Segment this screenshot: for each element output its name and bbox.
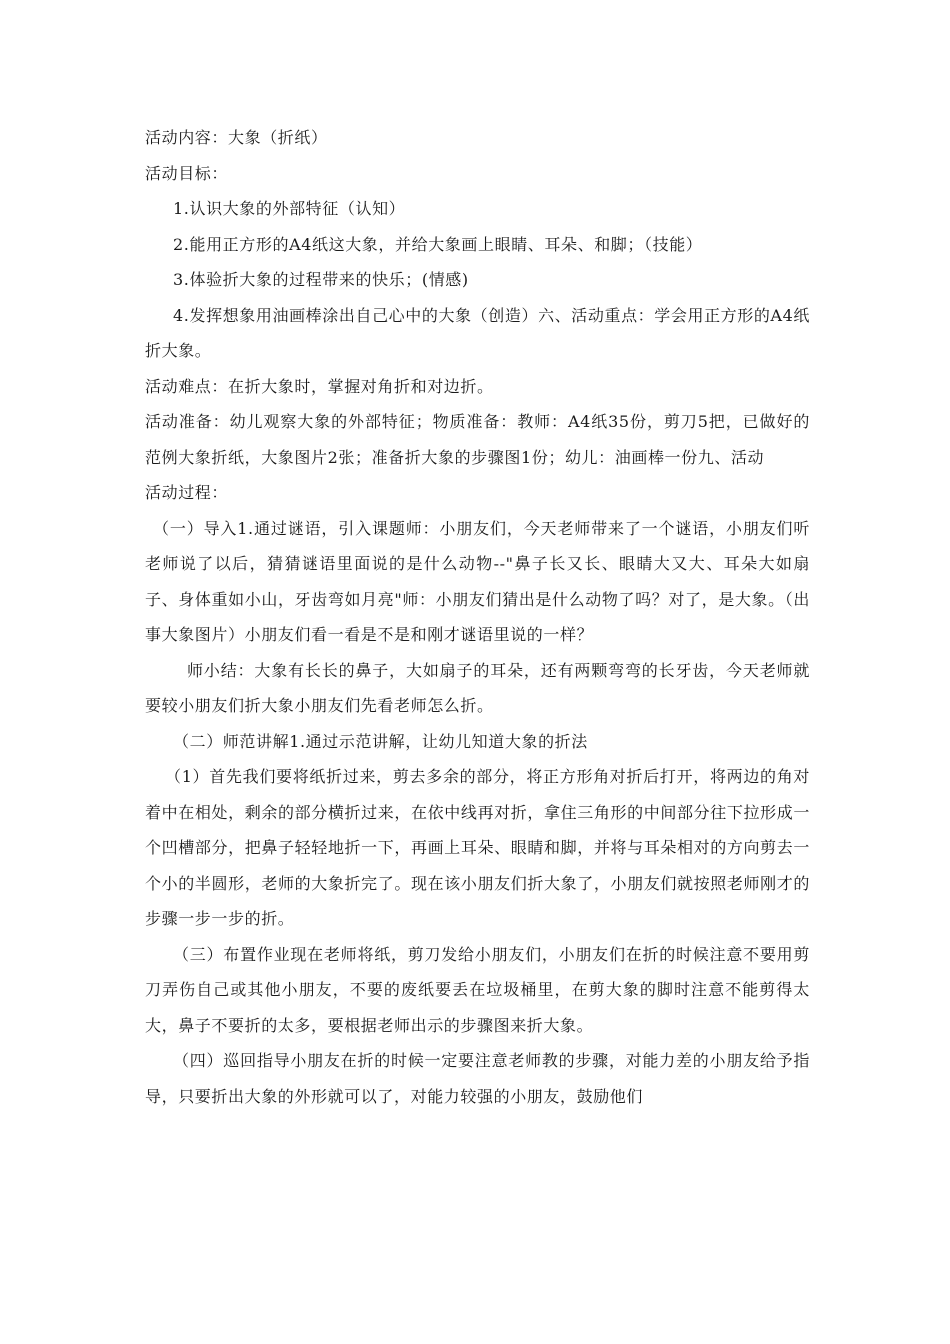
goal-2: 2.能用正方形的A4纸这大象，并给大象画上眼睛、耳朵、和脚；（技能） bbox=[173, 234, 703, 254]
activity-goals-heading: 活动目标： bbox=[145, 163, 229, 183]
activity-content-line: 活动内容：大象（折纸） bbox=[145, 128, 328, 147]
process-step-2-1: （1）首先我们要将纸折过来，剪去多余的部分，将正方形角对折后打开，将两边的角对着中在相处，剩余的部分横折过来，在依中线再对折，拿住三角形的中间部分往下拉形成一个凹槽部分，把鼻子轻轻地折一下，再画上耳朵、眼睛和脚，并将与耳朵相对的方向剪去一个小的半圆形，老师的大象折完了。现在该小朋友们折大象了，小朋友们就按照老师刚才的步骤一步一步的折。 bbox=[145, 767, 810, 928]
activity-process-heading: 活动过程： bbox=[145, 483, 229, 502]
process-step-1: （一）导入1.通过谜语，引入课题师：小朋友们，今天老师带来了一个谜语，小朋友们听老师说了以后，猜猜谜语里面说的是什么动物--"鼻子长又长、眼睛大又大、耳朵大如扇子、身体重如小山，牙齿弯如月亮"师：小朋友们猜出是什么动物了吗？对了，是大象。（出事大象图片）小朋友们看一看是不是和刚才谜语里说的一样？ bbox=[145, 518, 810, 644]
teacher-summary: 师小结：大象有长长的鼻子，大如扇子的耳朵，还有两颗弯弯的长牙齿，今天老师就要较小朋友们折大象小朋友们先看老师怎么折。 bbox=[145, 660, 810, 715]
document-body bbox=[145, 120, 810, 1114]
goal-4: 4.发挥想象用油画棒涂出自己心中的大象（创造）六、活动重点：学会用正方形的A4纸折大象。 bbox=[145, 305, 811, 360]
activity-preparation: 活动准备：幼儿观察大象的外部特征；物质准备：教师：A4纸35份，剪刀5把，已做好的范例大象折纸，大象图片2张；准备折大象的步骤图1份；幼儿：油画棒一份九、活动 bbox=[145, 412, 810, 467]
process-step-3: （三）布置作业现在老师将纸，剪刀发给小朋友们，小朋友们在折的时候注意不要用剪刀弄伤自己或其他小朋友，不要的废纸要丢在垃圾桶里，在剪大象的脚时注意不能剪得太大，鼻子不要折的太多，要根据老师出示的步骤图来折大象。 bbox=[145, 944, 810, 1035]
goal-3: 3.体验折大象的过程带来的快乐；(情感) bbox=[173, 270, 469, 289]
process-step-4: （四）巡回指导小朋友在折的时候一定要注意老师教的步骤，对能力差的小朋友给予指导，只要折出大象的外形就可以了，对能力较强的小朋友，鼓励他们 bbox=[145, 1051, 810, 1106]
goal-1: 1.认识大象的外部特征（认知） bbox=[173, 199, 406, 218]
process-step-2: （二）师范讲解1.通过示范讲解，让幼儿知道大象的折法 bbox=[173, 731, 588, 751]
activity-difficulty: 活动难点：在折大象时，掌握对角折和对边折。 bbox=[145, 376, 494, 396]
